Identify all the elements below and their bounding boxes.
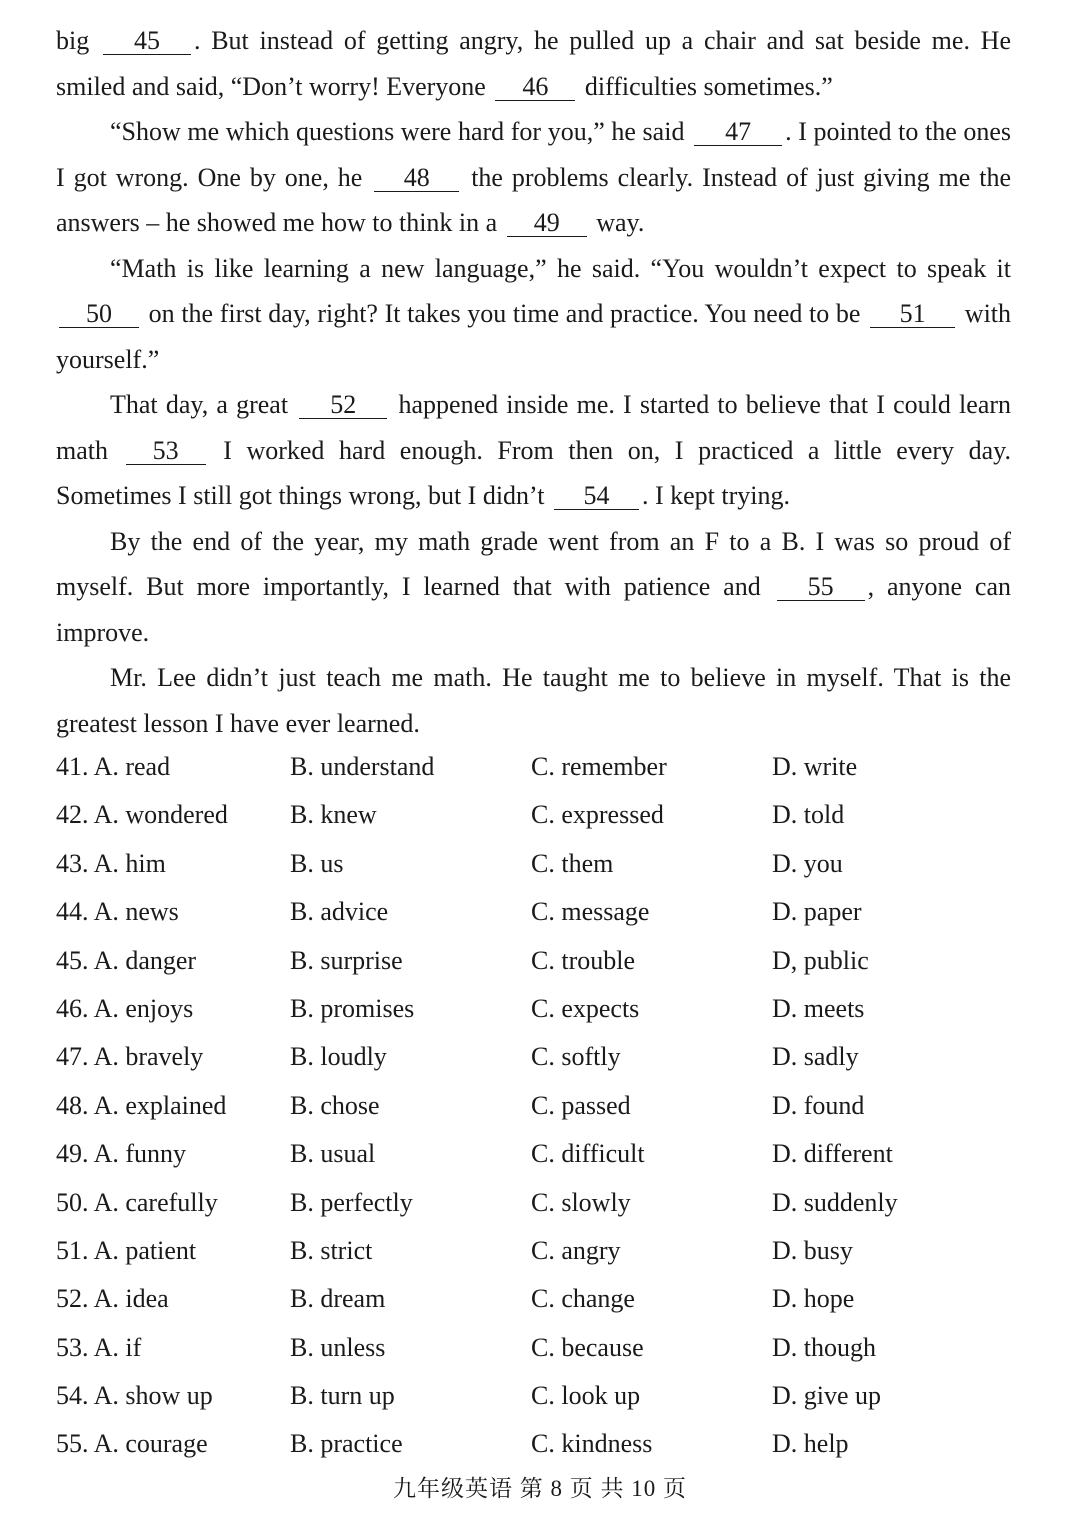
option-a: 50. A. carefully: [56, 1187, 218, 1217]
option-a: 49. A. funny: [56, 1139, 186, 1169]
answer-options: [56, 752, 1016, 1478]
option-row-50: [56, 1188, 1016, 1236]
option-b: B. practice: [290, 1429, 403, 1459]
option-row-43: [56, 849, 1016, 897]
option-a: 44. A. news: [56, 897, 179, 927]
option-a: 46. A. enjoys: [56, 993, 194, 1023]
blank-48: 48: [374, 165, 459, 192]
passage-text: That day, a great: [110, 390, 289, 419]
option-b: B. unless: [290, 1332, 386, 1362]
option-d: D. sadly: [772, 1042, 859, 1072]
option-d: D. found: [772, 1090, 865, 1120]
passage-text: way.: [596, 208, 645, 237]
option-a: 41. A. read: [56, 752, 171, 781]
option-c: C. softly: [531, 1042, 621, 1072]
passage-text: . But instead of getting angry, he pulled up a chair and sat beside me. He smiled and said, “Don’t worry! Everyone: [56, 26, 1011, 101]
option-row-51: [56, 1236, 1016, 1284]
option-d: D. though: [772, 1332, 876, 1362]
option-b: B. usual: [290, 1139, 376, 1169]
option-c: C. trouble: [531, 945, 635, 975]
blank-55: 55: [777, 574, 865, 601]
option-row-53: [56, 1333, 1016, 1381]
option-a: 55. A. courage: [56, 1429, 208, 1459]
option-row-48: [56, 1091, 1016, 1139]
cloze-passage: [56, 18, 1011, 746]
passage-text: big: [56, 26, 90, 55]
blank-51: 51: [870, 301, 955, 328]
option-c: C. slowly: [531, 1187, 631, 1217]
option-d: D. write: [772, 752, 858, 781]
option-c: C. difficult: [531, 1139, 645, 1169]
option-c: C. expressed: [531, 800, 664, 830]
option-b: B. promises: [290, 993, 415, 1023]
option-d: D. meets: [772, 993, 865, 1023]
option-d: D. paper: [772, 897, 862, 927]
passage-text: . I kept trying.: [641, 481, 790, 510]
option-a: 52. A. idea: [56, 1284, 169, 1314]
blank-47: 47: [694, 119, 782, 146]
option-d: D, public: [772, 945, 869, 975]
option-b: B. dream: [290, 1284, 386, 1314]
blank-52: 52: [299, 392, 387, 419]
option-d: D. told: [772, 800, 845, 830]
blank-54: 54: [554, 483, 639, 510]
option-c: C. because: [531, 1332, 644, 1362]
option-row-45: [56, 946, 1016, 994]
option-c: C. remember: [531, 752, 667, 781]
option-a: 45. A. danger: [56, 945, 197, 975]
passage-paragraph-2: [56, 109, 1011, 246]
option-row-42: [56, 800, 1016, 848]
option-a: 54. A. show up: [56, 1381, 213, 1411]
option-a: 42. A. wondered: [56, 800, 228, 830]
option-row-46: [56, 994, 1016, 1042]
blank-46: 46: [495, 74, 575, 101]
option-row-54: [56, 1381, 1016, 1429]
passage-paragraph-3: [56, 246, 1011, 383]
option-a: 48. A. explained: [56, 1090, 227, 1120]
option-b: B. surprise: [290, 945, 403, 975]
passage-paragraph-6: [56, 655, 1011, 746]
passage-text: on the first day, right? It takes you time and practice. You need to be: [148, 299, 861, 328]
passage-text: Mr. Lee didn’t just teach me math. He taught me to believe in myself. That is the greatest lesson I have ever learned.: [56, 663, 1011, 738]
blank-45: 45: [103, 28, 191, 55]
option-c: C. angry: [531, 1235, 621, 1265]
option-d: D. different: [772, 1139, 893, 1169]
passage-text: . I pointed to the ones I got wrong. One by one, he: [56, 117, 1012, 192]
option-a: 53. A. if: [56, 1332, 142, 1362]
option-row-49: [56, 1139, 1016, 1187]
option-c: C. expects: [531, 993, 640, 1023]
passage-text: the problems clearly. Instead of just giving me the answers – he showed me how to think in a: [56, 162, 1012, 237]
option-b: B. advice: [290, 897, 389, 927]
passage-text: By the end of the year, my math grade went from an F to a B. I was so proud of myself. But more importantly, I learned that with patience and: [56, 526, 1011, 601]
option-row-52: [56, 1284, 1016, 1332]
blank-49: 49: [507, 210, 587, 237]
passage-paragraph-1: [56, 18, 1011, 109]
option-b: B. us: [290, 848, 344, 878]
option-c: C. message: [531, 897, 650, 927]
option-c: C. them: [531, 848, 614, 878]
passage-text: “Math is like learning a new language,” he said. “You wouldn’t expect to speak it: [110, 253, 1011, 283]
option-c: C. kindness: [531, 1429, 653, 1459]
option-b: B. chose: [290, 1090, 380, 1120]
blank-53: 53: [126, 438, 206, 465]
option-a: 47. A. bravely: [56, 1042, 204, 1072]
option-b: B. knew: [290, 800, 377, 830]
passage-text: I worked hard enough. From then on, I practiced a little every day. Sometimes I still got things wrong, but I didn’t: [56, 435, 1011, 510]
option-row-44: [56, 897, 1016, 945]
option-c: C. passed: [531, 1090, 631, 1120]
passage-text: “Show me which questions were hard for you,” he said: [110, 117, 685, 146]
option-a: 43. A. him: [56, 848, 166, 878]
option-b: B. strict: [290, 1235, 373, 1265]
option-b: B. loudly: [290, 1042, 387, 1072]
option-b: B. turn up: [290, 1381, 395, 1411]
option-a: 51. A. patient: [56, 1235, 197, 1265]
option-d: D. you: [772, 848, 843, 878]
passage-paragraph-5: [56, 519, 1011, 656]
option-d: D. busy: [772, 1235, 853, 1265]
option-d: D. hope: [772, 1284, 855, 1314]
passage-text: difficulties sometimes.”: [584, 71, 833, 101]
option-d: D. suddenly: [772, 1187, 898, 1217]
passage-text: happened inside me. I started to believe that I could learn math: [56, 390, 1012, 465]
option-c: C. look up: [531, 1381, 641, 1411]
option-c: C. change: [531, 1284, 635, 1314]
option-d: D. give up: [772, 1381, 882, 1411]
option-row-41: [56, 752, 1016, 800]
passage-text: with yourself.”: [56, 299, 1012, 374]
blank-50: 50: [59, 301, 139, 328]
option-row-47: [56, 1042, 1016, 1090]
option-b: B. understand: [290, 752, 435, 781]
passage-paragraph-4: [56, 382, 1011, 519]
option-b: B. perfectly: [290, 1187, 413, 1217]
option-d: D. help: [772, 1429, 849, 1459]
page-footer: 九年级英语 第 8 页 共 10 页: [393, 1476, 687, 1501]
passage-text: , anyone can improve.: [56, 572, 1011, 647]
